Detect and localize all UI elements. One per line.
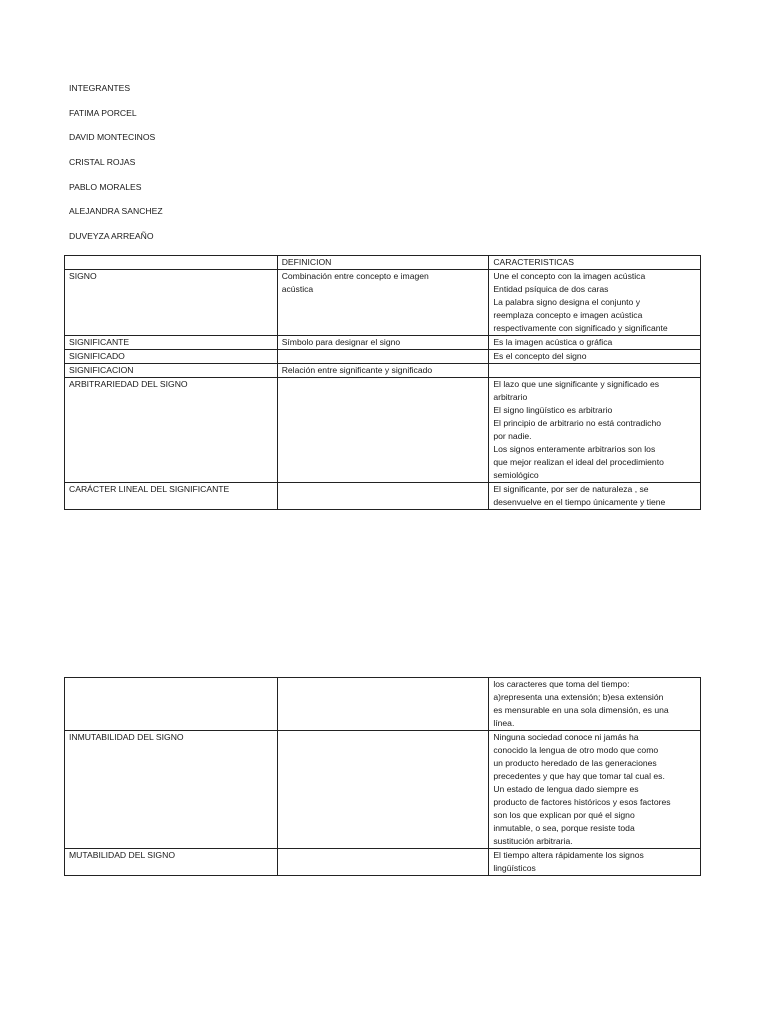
table-row <box>65 364 701 378</box>
table-body <box>65 678 701 876</box>
header-caracteristicas-cell: CARACTERISTICAS <box>489 256 701 270</box>
caracteristicas-line: precedentes y que hay que tomar tal cual es. <box>493 771 665 781</box>
caracteristicas-line: respectivamente con significado y significante <box>493 323 668 333</box>
caracteristicas-cell <box>489 678 701 731</box>
table-row <box>65 731 701 849</box>
caracteristicas-cell <box>489 849 701 876</box>
definicion-cell <box>277 483 489 510</box>
caracteristicas-cell <box>489 364 701 378</box>
definicion-line: Combinación entre concepto e imagen <box>281 271 429 281</box>
caracteristicas-line: producto de factores históricos y esos factores <box>493 797 671 807</box>
table-row <box>65 350 701 364</box>
caracteristicas-line: La palabra signo designa el conjunto y <box>493 297 641 307</box>
definicion-cell <box>277 336 489 350</box>
member-name: ALEJANDRA SANCHEZ <box>69 206 163 217</box>
definicion-cell <box>277 378 489 483</box>
table-row <box>65 849 701 876</box>
caracteristicas-line: por nadie. <box>493 431 532 441</box>
caracteristicas-line: inmutable, o sea, porque resiste toda <box>493 823 635 833</box>
definicion-line: Símbolo para designar el signo <box>281 337 401 347</box>
table-row <box>65 483 701 510</box>
caracteristicas-line: El significante, por ser de naturaleza , se <box>493 484 649 494</box>
table-body <box>65 270 701 510</box>
caracteristicas-line: Une el concepto con la imagen acústica <box>493 271 646 281</box>
term-cell: SIGNO <box>65 270 278 336</box>
term-cell: INMUTABILIDAD DEL SIGNO <box>65 731 278 849</box>
term-cell: SIGNIFICADO <box>65 350 278 364</box>
member-name: DAVID MONTECINOS <box>69 132 156 143</box>
member-name: PABLO MORALES <box>69 181 142 192</box>
table-row <box>65 270 701 336</box>
definicion-cell <box>277 678 489 731</box>
caracteristicas-line: Es la imagen acústica o gráfica <box>493 337 613 347</box>
header-definicion-cell: DEFINICION <box>277 256 489 270</box>
definicion-cell <box>277 270 489 336</box>
term-cell <box>65 678 278 731</box>
term-cell: CARÁCTER LINEAL DEL SIGNIFICANTE <box>65 483 278 510</box>
header-term-cell <box>65 256 278 270</box>
definicion-cell <box>277 364 489 378</box>
table-header-row <box>65 256 701 270</box>
member-name: CRISTAL ROJAS <box>69 157 136 168</box>
caracteristicas-line: a)representa una extensión; b)esa extensión <box>493 692 664 702</box>
definicion-cell <box>277 731 489 849</box>
table-row <box>65 378 701 483</box>
caracteristicas-cell <box>489 731 701 849</box>
member-name: FATIMA PORCEL <box>69 107 137 118</box>
caracteristicas-line: El signo lingüístico es arbitrario <box>493 405 613 415</box>
caracteristicas-cell <box>489 483 701 510</box>
members-heading: INTEGRANTES <box>69 83 131 93</box>
caracteristicas-line: Los signos enteramente arbitrarios son los <box>493 444 656 454</box>
caracteristicas-line: El lazo que une significante y significado es <box>493 379 660 389</box>
caracteristicas-line: es mensurable en una sola dimensión, es una <box>493 705 669 715</box>
caracteristicas-line: Un estado de lengua dado siempre es <box>493 784 639 794</box>
caracteristicas-line: son los que explican por qué el signo <box>493 810 635 820</box>
caracteristicas-cell <box>489 270 701 336</box>
caracteristicas-line: los caracteres que toma del tiempo: <box>493 679 630 689</box>
caracteristicas-line: El principio de arbitrario no está contradicho <box>493 418 661 428</box>
caracteristicas-line: un producto heredado de las generaciones <box>493 758 657 768</box>
definicion-cell <box>277 849 489 876</box>
table-row <box>65 336 701 350</box>
caracteristicas-line: Entidad psíquica de dos caras <box>493 284 609 294</box>
term-cell: MUTABILIDAD DEL SIGNO <box>65 849 278 876</box>
caracteristicas-line: conocido la lengua de otro modo que como <box>493 745 659 755</box>
member-name: DUVEYZA ARREAÑO <box>69 231 154 242</box>
definicion-line: acústica <box>281 284 314 294</box>
sign-concepts-table-continued <box>64 677 701 876</box>
term-cell: ARBITRARIEDAD DEL SIGNO <box>65 378 278 483</box>
caracteristicas-cell <box>489 336 701 350</box>
caracteristicas-line: El tiempo altera rápidamente los signos <box>493 850 644 860</box>
caracteristicas-line: Ninguna sociedad conoce ni jamás ha <box>493 732 639 742</box>
caracteristicas-line: línea. <box>493 718 515 728</box>
sign-concepts-table <box>64 255 701 510</box>
caracteristicas-line: lingüísticos <box>493 863 536 873</box>
definicion-cell <box>277 350 489 364</box>
caracteristicas-line: Es el concepto del signo <box>493 351 587 361</box>
caracteristicas-cell <box>489 378 701 483</box>
members-list <box>69 82 163 255</box>
caracteristicas-line: que mejor realizan el ideal del procedimiento <box>493 457 664 467</box>
term-cell: SIGNIFICANTE <box>65 336 278 350</box>
caracteristicas-line: desenvuelve en el tiempo únicamente y tiene <box>493 497 666 507</box>
definicion-line: Relación entre significante y significado <box>281 365 433 375</box>
caracteristicas-line: sustitución arbitraria. <box>493 836 573 846</box>
term-cell: SIGNIFICACION <box>65 364 278 378</box>
caracteristicas-cell <box>489 350 701 364</box>
caracteristicas-line: arbitrario <box>493 392 528 402</box>
table-row <box>65 678 701 731</box>
caracteristicas-line: reemplaza concepto e imagen acústica <box>493 310 643 320</box>
caracteristicas-line: semiológico <box>493 470 539 480</box>
